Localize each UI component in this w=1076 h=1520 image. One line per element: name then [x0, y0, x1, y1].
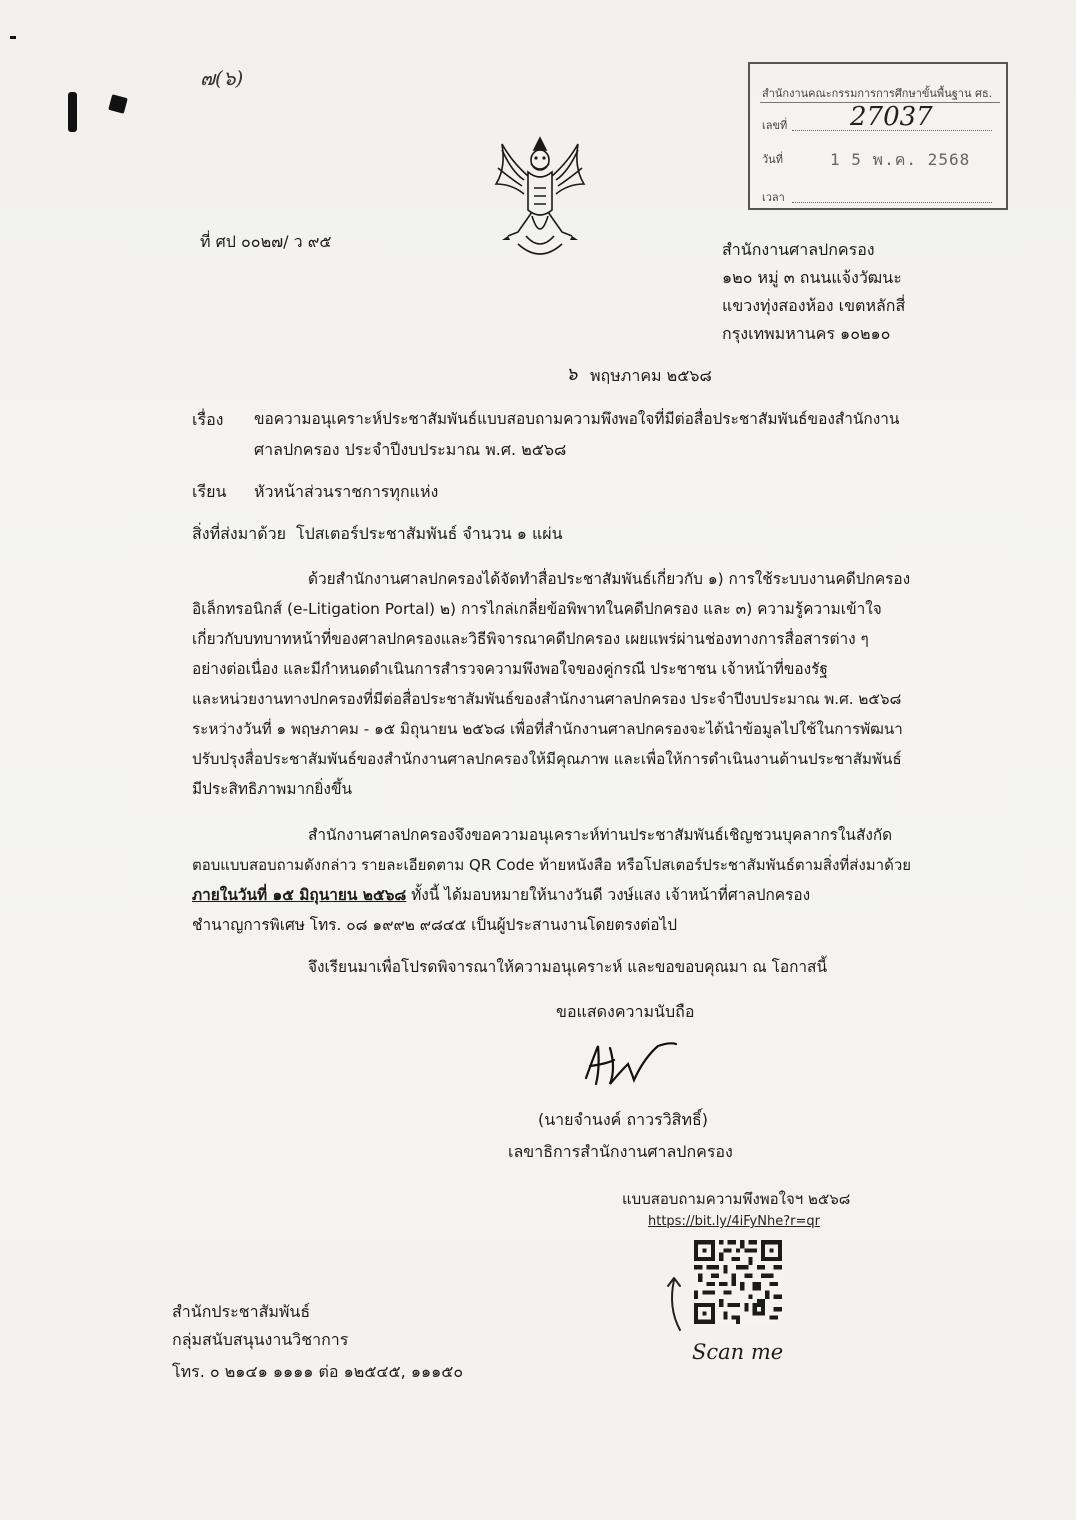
signer-position: เลขาธิการสำนักงานศาลปกครอง — [508, 1142, 733, 1161]
body-para1-line-3: เกี่ยวกับบทบาทหน้าที่ของศาลปกครองและวิธีพิจารณาคดีปกครอง เผยแพร่ผ่านช่องทางการสื่อสารต่าง ๆ — [192, 630, 869, 648]
garuda-emblem — [488, 132, 592, 270]
arrow-up-icon — [660, 1272, 690, 1334]
address-line-4: กรุงเทพมหานคร ๑๐๒๑๐ — [722, 324, 891, 343]
subject-label: เรื่อง — [192, 410, 224, 429]
stamp-number-value: 27037 — [850, 102, 933, 132]
signature — [580, 1038, 680, 1090]
scan-dot — [10, 36, 16, 39]
body-para2-line-4: ชำนาญการพิเศษ โทร. ๐๘ ๑๙๙๒ ๙๘๔๕ เป็นผู้ประสานงานโดยตรงต่อไป — [192, 916, 678, 934]
scan-mark-right — [108, 94, 128, 114]
address-line-2: ๑๒๐ หมู่ ๓ ถนนแจ้งวัฒนะ — [722, 268, 902, 287]
body-para1-line-5: และหน่วยงานทางปกครองที่มีต่อสื่อประชาสัมพันธ์ของสำนักงานศาลปกครอง ประจำปีงบประมาณ พ.ศ. ๒๕๖๘ — [192, 690, 902, 708]
footer-line-3: โทร. ๐ ๒๑๔๑ ๑๑๑๑ ต่อ ๑๒๕๔๕, ๑๑๑๕๐ — [172, 1362, 464, 1381]
subject-line-1: ขอความอนุเคราะห์ประชาสัมพันธ์แบบสอบถามความพึงพอใจที่มีต่อสื่อประชาสัมพันธ์ของสำนักงาน — [254, 410, 900, 428]
closing-request: จึงเรียนมาเพื่อโปรดพิจารณาให้ความอนุเคราะห์ และขอขอบคุณมา ณ โอกาสนี้ — [308, 958, 827, 976]
salutation: ขอแสดงความนับถือ — [556, 1002, 695, 1021]
address-line-1: สำนักงานศาลปกครอง — [722, 240, 875, 259]
scan-mark-left — [68, 92, 77, 132]
footer-line-1: สำนักประชาสัมพันธ์ — [172, 1302, 311, 1321]
receipt-stamp — [748, 62, 1008, 210]
survey-url[interactable]: https://bit.ly/4iFyNhe?r=qr — [648, 1214, 820, 1229]
reference-number: ที่ ศป ๐๐๒๗/ ว ๙๕ — [200, 232, 332, 251]
body-para2-line-3 — [192, 886, 810, 904]
body-para1-line-8: มีประสิทธิภาพมากยิ่งขึ้น — [192, 780, 352, 798]
signer-name: (นายจำนงค์ ถาวรวิสิทธิ์) — [538, 1110, 708, 1129]
scan-me-label: Scan me — [692, 1340, 784, 1364]
body-para1-line-6: ระหว่างวันที่ ๑ พฤษภาคม - ๑๕ มิถุนายน ๒๕๖๘ เพื่อที่สำนักงานศาลปกครองจะได้นำข้อมูลไปใช้ในการพัฒนา — [192, 720, 903, 738]
body-para2-line-2: ตอบแบบสอบถามดังกล่าว รายละเอียดตาม QR Code ท้ายหนังสือ หรือโปสเตอร์ประชาสัมพันธ์ตามสิ่งที่ส่งมาด้วย — [192, 856, 912, 874]
body-para1-line-7: ปรับปรุงสื่อประชาสัมพันธ์ของสำนักงานศาลปกครองให้มีคุณภาพ และเพื่อให้การดำเนินงานด้านประชาสัมพันธ์ — [192, 750, 902, 768]
body-para2-line-3-rest: ทั้งนี้ ได้มอบหมายให้นางวันดี วงษ์แสง เจ้าหน้าที่ศาลปกครอง — [411, 886, 811, 904]
stamp-date-value: 1 5 พ.ค. 2568 — [830, 150, 971, 169]
stamp-office: สำนักงานคณะกรรมการการศึกษาขั้นพื้นฐาน ศธ. — [762, 87, 993, 100]
body-para2-line-1: สำนักงานศาลปกครองจึงขอความอนุเคราะห์ท่านประชาสัมพันธ์เชิญชวนบุคลากรในสังกัด — [308, 826, 893, 844]
body-para1-line-1: ด้วยสำนักงานศาลปกครองได้จัดทำสื่อประชาสัมพันธ์เกี่ยวกับ ๑) การใช้ระบบงานคดีปกครอง — [308, 570, 911, 588]
address-line-3: แขวงทุ่งสองห้อง เขตหลักสี่ — [722, 296, 906, 315]
stamp-date-label: วันที่ — [762, 153, 783, 166]
survey-title: แบบสอบถามความพึงพอใจฯ ๒๕๖๘ — [622, 1190, 851, 1208]
stamp-number-label: เลขที่ — [762, 119, 788, 132]
body-para1-line-2: อิเล็กทรอนิกส์ (e-Litigation Portal) ๒) การไกล่เกลี่ยข้อพิพาทในคดีปกครอง และ ๓) ความรู้ความเข้าใจ — [192, 600, 882, 618]
recipient-value: หัวหน้าส่วนราชการทุกแห่ง — [254, 482, 439, 501]
date-day: ๖ — [566, 364, 578, 385]
qr-code[interactable] — [694, 1240, 782, 1324]
footer-line-2: กลุ่มสนับสนุนงานวิชาการ — [172, 1330, 349, 1349]
stamp-time-line — [792, 202, 992, 203]
corner-note: ๗(๖) — [200, 66, 244, 90]
stamp-time-label: เวลา — [762, 191, 785, 204]
enclosure-label: สิ่งที่ส่งมาด้วย — [192, 524, 286, 543]
enclosure-value: โปสเตอร์ประชาสัมพันธ์ จำนวน ๑ แผ่น — [296, 524, 563, 543]
subject-line-2: ศาลปกครอง ประจำปีงบประมาณ พ.ศ. ๒๕๖๘ — [254, 440, 567, 459]
deadline-emphasis: ภายในวันที่ ๑๕ มิถุนายน ๒๕๖๘ — [192, 886, 407, 904]
recipient-label: เรียน — [192, 482, 227, 501]
body-para1-line-4: อย่างต่อเนื่อง และมีกำหนดดำเนินการสำรวจความพึงพอใจของคู่กรณี ประชาชน เจ้าหน้าที่ของรัฐ — [192, 660, 828, 678]
date-month-year: พฤษภาคม ๒๕๖๘ — [590, 366, 712, 385]
